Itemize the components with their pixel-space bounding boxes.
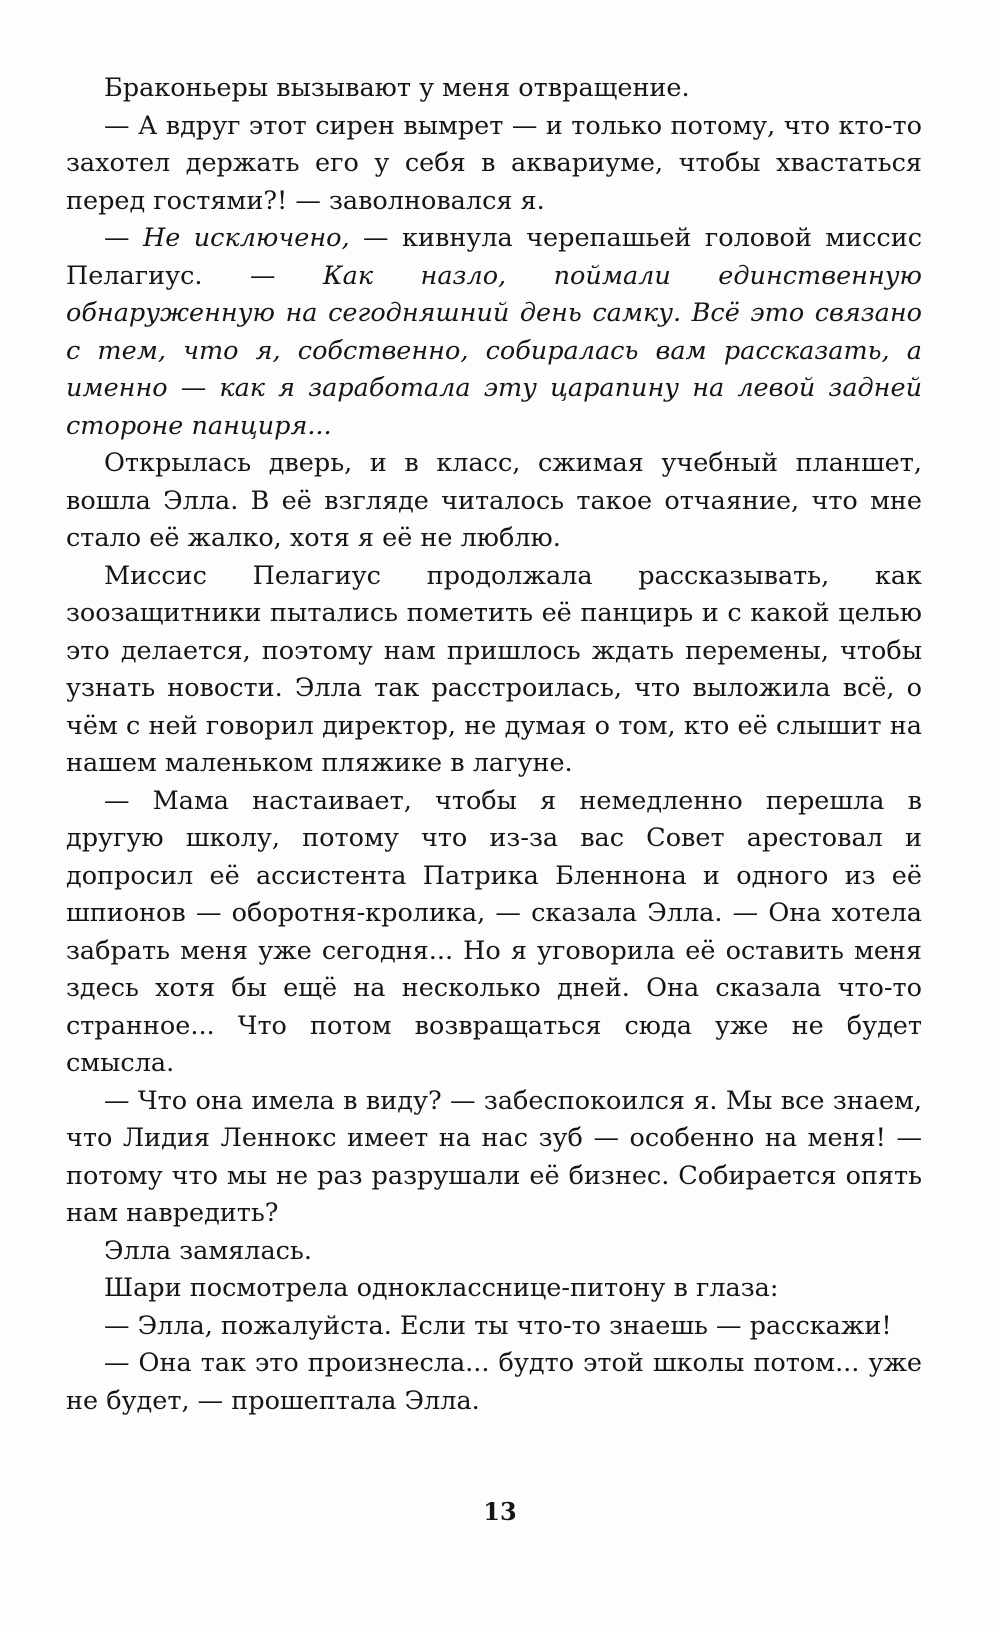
paragraph-8: Элла замялась. [104,1235,312,1266]
body-text [66,70,922,1420]
paragraph-3: — Не исключено, — кивнула черепашьей головой миссис Пелагиус. — Как назло, поймали единственную обнаруженную на сегодняшний день самку. Всё это связано с тем, что я, собственно, собиралась вам рассказать, а именно — как я заработала эту царапину на левой задней стороне панциря... [66,223,922,441]
paragraph-10: — Элла, пожалуйста. Если ты что-то знаешь — расскажи! [104,1310,892,1341]
italic-speech: Как назло, поймали единственную обнаруженную на сегодняшний день самку. Всё это связано с тем, что я, собственно, собиралась вам рассказать, а именно — как я заработала эту царапину на левой задней стороне панциря... [66,260,922,441]
paragraph-11: — Она так это произнесла... будто этой школы потом... уже не будет, — прошептала Элла. [66,1348,922,1416]
page-number: 13 [483,1497,517,1526]
paragraph-2: — А вдруг этот сирен вымрет — и только потому, что кто-то захотел держать его у себя в аквариуме, чтобы хвастаться перед гостями?! — заволновался я. [66,110,922,216]
paragraph-6: — Мама настаивает, чтобы я немедленно перешла в другую школу, потому что из-за вас Совет арестовал и допросил её ассистента Патрика Бленнона и одного из её шпионов — оборотня-кролика, — сказала Элла. — Она хотела забрать меня уже сегодня... Но я уговорила её оставить меня здесь хотя бы ещё на несколько дней. Она сказала что-то странное... Что потом возвращаться сюда уже не будет смысла. [66,785,922,1078]
paragraph-9: Шари посмотрела однокласснице-питону в глаза: [104,1273,779,1303]
paragraph-4: Открылась дверь, и в класс, сжимая учебный планшет, вошла Элла. В её взгляде читалось такое отчаяние, что мне стало её жалко, хотя я её не люблю. [66,448,922,553]
paragraph-1: Браконьеры вызывают у меня отвращение. [104,73,690,103]
italic-speech: Не исключено, [142,223,350,253]
paragraph-5: Миссис Пелагиус продолжала рассказывать, как зоозащитники пытались пометить её панцирь и с какой целью это делается, поэтому нам пришлось ждать перемены, чтобы узнать новости. Элла так расстроилась, что выложила всё, о чём с ней говорил директор, не думая о том, кто её слышит на нашем маленьком пляжике в лагуне. [66,560,922,778]
paragraph-7: — Что она имела в виду? — забеспокоился я. Мы все знаем, что Лидия Леннокс имеет на нас зуб — особенно на меня! — потому что мы не раз разрушали её бизнес. Собирается опять нам навредить? [66,1085,922,1228]
